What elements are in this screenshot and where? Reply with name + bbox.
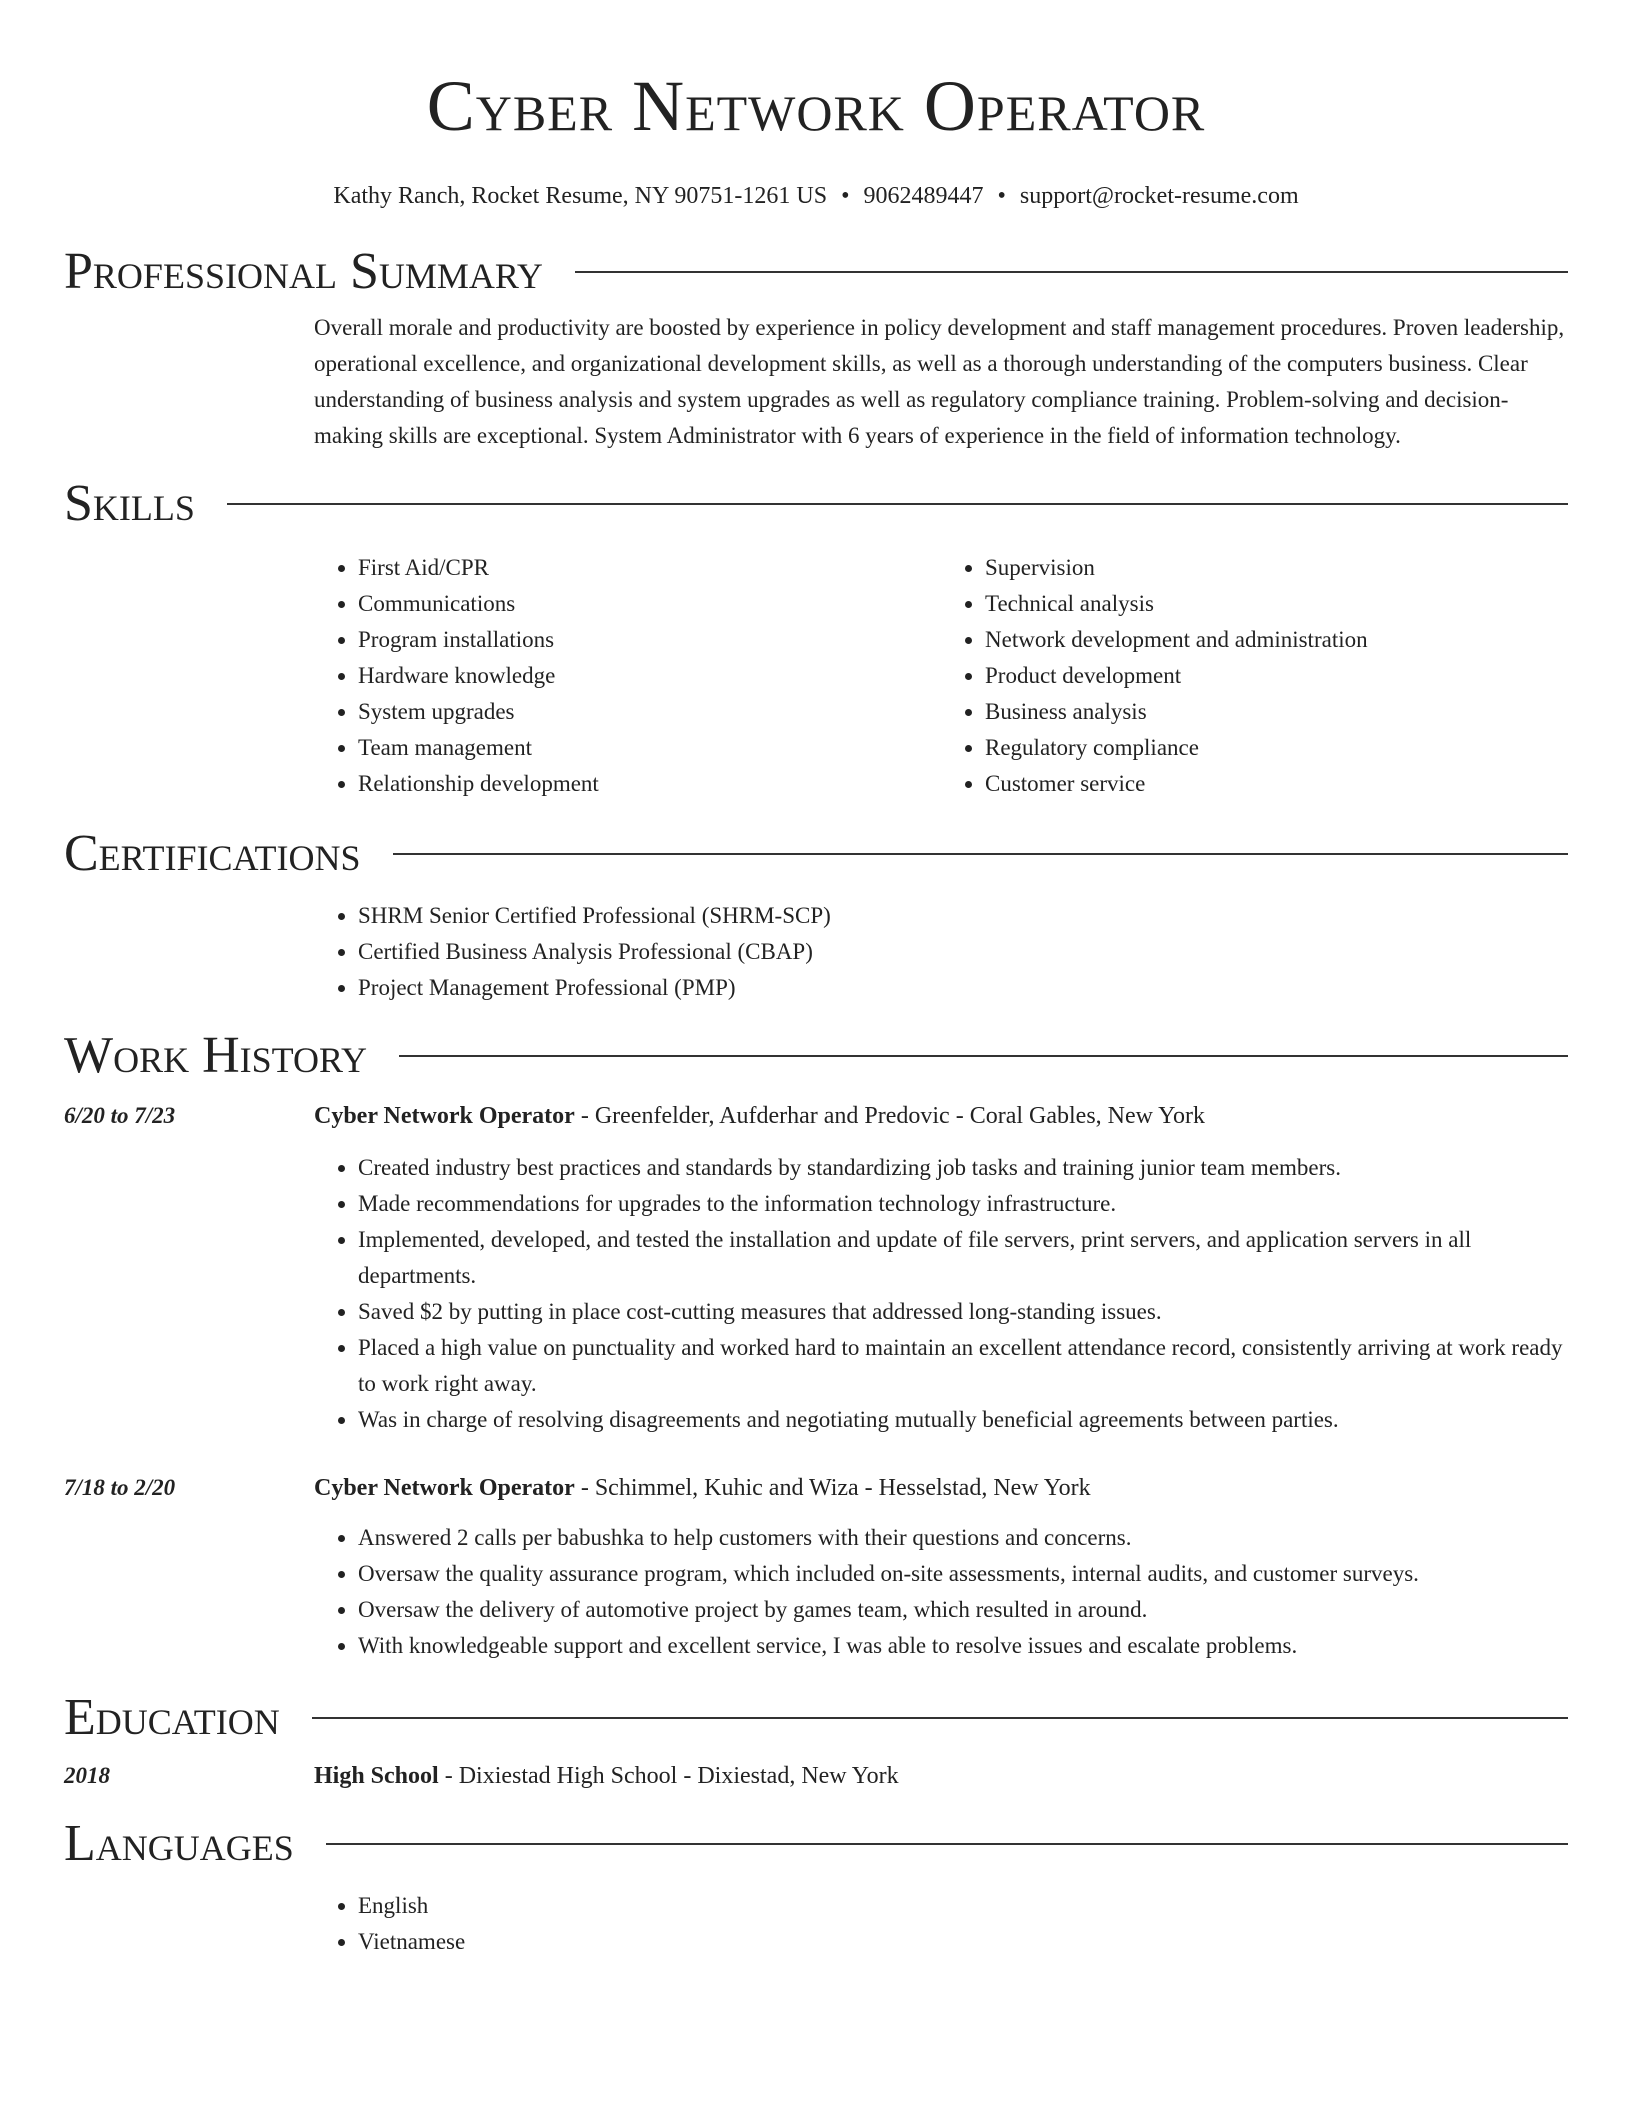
education-degree: High School — [314, 1763, 439, 1789]
education-entry — [64, 1758, 1568, 1794]
job-headline — [314, 1098, 1568, 1134]
summary-content — [314, 310, 1568, 454]
job-dates: 6/20 to 7/23 — [64, 1103, 176, 1128]
job-bullets — [314, 1520, 1568, 1664]
skill-item: • Business analysis — [985, 694, 1568, 730]
skills-section-header — [64, 474, 1568, 534]
section-divider — [227, 503, 1568, 505]
job-entry — [64, 1098, 1568, 1438]
contact-line — [64, 180, 1568, 212]
contact-email: support@rocket-resume.com — [1019, 183, 1299, 209]
section-divider — [312, 1717, 1568, 1719]
summary-section-header — [64, 242, 1568, 302]
job-role: Cyber Network Operator — [314, 1475, 575, 1501]
education-body — [314, 1758, 1568, 1794]
job-dates: 7/18 to 2/20 — [64, 1475, 176, 1500]
certifications-title: Certifications — [64, 825, 361, 882]
certifications-list — [314, 898, 1568, 1006]
job-headline — [314, 1470, 1568, 1506]
languages-list — [314, 1888, 1568, 1960]
job-bullet: • Oversaw the delivery of automotive project by games team, which resulted in around. — [358, 1592, 1568, 1628]
contact-address: Kathy Ranch, Rocket Resume, NY 90751-1261 US — [333, 183, 828, 209]
education-year: 2018 — [64, 1763, 110, 1788]
contact-phone: 9062489447 — [863, 183, 984, 209]
job-body — [314, 1470, 1568, 1664]
certification-item: • Certified Business Analysis Professional (CBAP) — [358, 934, 1568, 970]
work-title: Work History — [64, 1027, 368, 1084]
section-divider — [575, 271, 1568, 273]
skills-list — [314, 550, 1568, 802]
section-divider — [393, 853, 1568, 855]
skills-title: Skills — [64, 475, 195, 532]
skill-item: • Supervision — [985, 550, 1568, 586]
contact-separator: • — [997, 183, 1006, 209]
education-title: Education — [64, 1689, 280, 1746]
skill-item: • Program installations — [358, 622, 941, 658]
skill-item: • Relationship development — [358, 766, 941, 802]
education-headline — [314, 1758, 1568, 1794]
skill-item: • Network development and administration — [985, 622, 1568, 658]
job-bullet: • Created industry best practices and standards by standardizing job tasks and training junior team members. — [358, 1150, 1568, 1186]
certification-item: • SHRM Senior Certified Professional (SHRM-SCP) — [358, 898, 1568, 934]
resume-name: Cyber Network Operator — [426, 66, 1206, 146]
education-section-header — [64, 1688, 1568, 1748]
skill-item: • Hardware knowledge — [358, 658, 941, 694]
section-divider — [326, 1843, 1568, 1845]
job-details: - Greenfelder, Aufderhar and Predovic - Coral Gables, New York — [574, 1103, 1206, 1129]
job-bullets — [314, 1150, 1568, 1438]
skill-item: • Product development — [985, 658, 1568, 694]
section-divider — [399, 1055, 1568, 1057]
job-bullet: • With knowledgeable support and excellent service, I was able to resolve issues and escalate problems. — [358, 1628, 1568, 1664]
job-bullet: • Saved $2 by putting in place cost-cutting measures that addressed long-standing issues. — [358, 1294, 1568, 1330]
resume-page — [64, 0, 1568, 1960]
certifications-content — [314, 898, 1568, 1006]
languages-section-header — [64, 1814, 1568, 1874]
certification-item: • Project Management Professional (PMP) — [358, 970, 1568, 1006]
skill-item: • First Aid/CPR — [358, 550, 941, 586]
languages-content — [314, 1888, 1568, 1960]
summary-title: Professional Summary — [64, 243, 543, 300]
language-item: • English — [358, 1888, 1568, 1924]
job-bullet: • Oversaw the quality assurance program, which included on-site assessments, internal audits, and customer surveys. — [358, 1556, 1568, 1592]
job-bullet: • Made recommendations for upgrades to the information technology infrastructure. — [358, 1186, 1568, 1222]
work-section-header — [64, 1026, 1568, 1086]
job-role: Cyber Network Operator — [314, 1103, 575, 1129]
job-bullet: • Was in charge of resolving disagreements and negotiating mutually beneficial agreements between parties. — [358, 1402, 1568, 1438]
job-bullet: • Placed a high value on punctuality and worked hard to maintain an excellent attendance record, consistently arriving at work ready to work right away. — [358, 1330, 1568, 1402]
languages-title: Languages — [64, 1815, 294, 1872]
job-body — [314, 1098, 1568, 1438]
skill-item: • Regulatory compliance — [985, 730, 1568, 766]
skill-item: • System upgrades — [358, 694, 941, 730]
summary-text: Overall morale and productivity are boosted by experience in policy development and staff management procedures. Proven leadership, operational excellence, and organizational development skills, as well as a thorough understanding of the computers business. Clear understanding of business analysis and system upgrades as well as regulatory compliance training. Problem-solving and decision-making skills are exceptional. System Administrator with 6 years of experience in the field of information technology. — [314, 315, 1565, 448]
skill-item: • Customer service — [985, 766, 1568, 802]
skill-item: • Communications — [358, 586, 941, 622]
job-bullet: • Answered 2 calls per babushka to help customers with their questions and concerns. — [358, 1520, 1568, 1556]
skills-column-right — [941, 550, 1568, 802]
certifications-section-header — [64, 824, 1568, 884]
education-details: - Dixiestad High School - Dixiestad, New York — [438, 1763, 899, 1789]
skill-item: • Team management — [358, 730, 941, 766]
language-item: • Vietnamese — [358, 1924, 1568, 1960]
job-bullet: • Implemented, developed, and tested the installation and update of file servers, print servers, and application servers in all departments. — [358, 1222, 1568, 1294]
skill-item: • Technical analysis — [985, 586, 1568, 622]
job-entry — [64, 1470, 1568, 1664]
contact-separator: • — [841, 183, 850, 209]
job-details: - Schimmel, Kuhic and Wiza - Hesselstad, New York — [574, 1475, 1091, 1501]
skills-column-left — [314, 550, 941, 802]
